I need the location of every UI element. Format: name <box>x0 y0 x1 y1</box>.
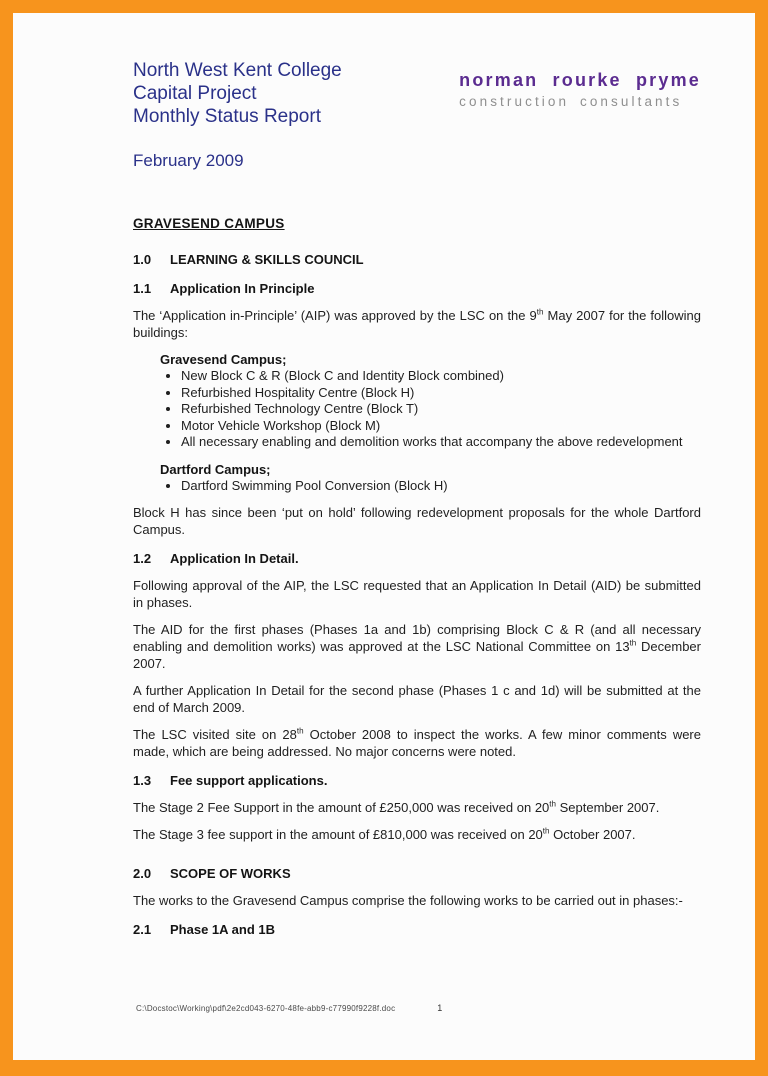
paragraph-stage2-fee: The Stage 2 Fee Support in the amount of £250,000 was received on 20th September 2007. <box>133 799 660 815</box>
campus-heading: GRAVESEND CAMPUS <box>133 216 285 231</box>
section-heading-1-0 <box>133 251 701 268</box>
section-number: 1.1 <box>133 281 152 296</box>
paragraph-lsc-visit: The LSC visited site on 28th October 2008 to inspect the works. A few minor comments were made, which are being addressed. No major concerns were noted. <box>133 726 701 759</box>
report-date: February 2009 <box>133 151 244 170</box>
section-heading-1-3 <box>133 772 701 789</box>
list-item: • New Block C & R (Block C and Identity Block combined) <box>181 368 701 385</box>
paragraph-stage3-fee: The Stage 3 fee support in the amount of £810,000 was received on 20th October 2007. <box>133 826 636 842</box>
list-item: • Refurbished Hospitality Centre (Block H) <box>181 385 701 402</box>
footer-page-number: 1 <box>437 1003 443 1013</box>
section-number: 1.0 <box>133 252 152 267</box>
paragraph-aid-first: The AID for the first phases (Phases 1a and 1b) comprising Block C & R (and all necessary enabling and demolition works) was approved at the LSC National Committee on 13th December 2007. <box>133 622 701 671</box>
section-heading-2-1 <box>133 921 701 938</box>
company-logo <box>459 69 701 111</box>
report-title <box>133 59 342 128</box>
list-heading-dartford: Dartford Campus; <box>160 461 271 477</box>
section-heading-1-2 <box>133 550 701 567</box>
paragraph-scope-intro: The works to the Gravesend Campus comprise the following works to be carried out in phases:- <box>133 893 683 908</box>
section-heading-1-1 <box>133 280 701 297</box>
section-title: Fee support applications. <box>170 773 328 788</box>
company-logo-tagline: construction consultants <box>459 94 683 109</box>
page-footer <box>136 1003 443 1013</box>
report-title-line-3: Monthly Status Report <box>133 106 321 127</box>
section-title: Application In Detail. <box>170 551 299 566</box>
list-heading-gravesend: Gravesend Campus; <box>160 352 287 367</box>
section-title: Phase 1A and 1B <box>170 922 276 937</box>
document-page <box>13 13 755 1060</box>
section-number: 2.0 <box>133 866 152 881</box>
paragraph-aid-further: A further Application In Detail for the second phase (Phases 1 c and 1d) will be submitted at the end of March 2009. <box>133 683 701 715</box>
section-number: 2.1 <box>133 922 152 937</box>
report-header <box>133 59 701 128</box>
list-item: • Motor Vehicle Workshop (Block M) <box>181 418 701 435</box>
paragraph-aid-phases: Following approval of the AIP, the LSC requested that an Application In Detail (AID) be submitted in phases. <box>133 578 701 610</box>
section-title: LEARNING & SKILLS COUNCIL <box>170 252 364 267</box>
section-title: Application In Principle <box>170 281 315 296</box>
section-number: 1.2 <box>133 551 152 566</box>
bullet-list-dartford <box>160 478 701 495</box>
bullet-list-gravesend <box>160 368 701 451</box>
section-title: SCOPE OF WORKS <box>170 866 291 881</box>
company-logo-name: norman rourke pryme <box>459 70 701 90</box>
paragraph-aip-intro: The ‘Application in-Principle’ (AIP) was approved by the LSC on the 9th May 2007 for the following buildings: <box>133 307 701 340</box>
paragraph-block-h: Block H has since been ‘put on hold’ following redevelopment proposals for the whole Dartford Campus. <box>133 505 701 537</box>
list-item: • Refurbished Technology Centre (Block T) <box>181 401 701 418</box>
footer-file-path: C:\Docstoc\Working\pdf\2e2cd043-6270-48fe-abb9-c77990f9228f.doc <box>136 1004 396 1013</box>
report-title-line-1: North West Kent College <box>133 60 342 81</box>
section-heading-2-0 <box>133 865 701 882</box>
list-item: • All necessary enabling and demolition works that accompany the above redevelopment <box>181 434 701 451</box>
list-item: • Dartford Swimming Pool Conversion (Block H) <box>181 478 701 495</box>
report-title-line-2: Capital Project <box>133 83 257 104</box>
section-number: 1.3 <box>133 773 152 788</box>
